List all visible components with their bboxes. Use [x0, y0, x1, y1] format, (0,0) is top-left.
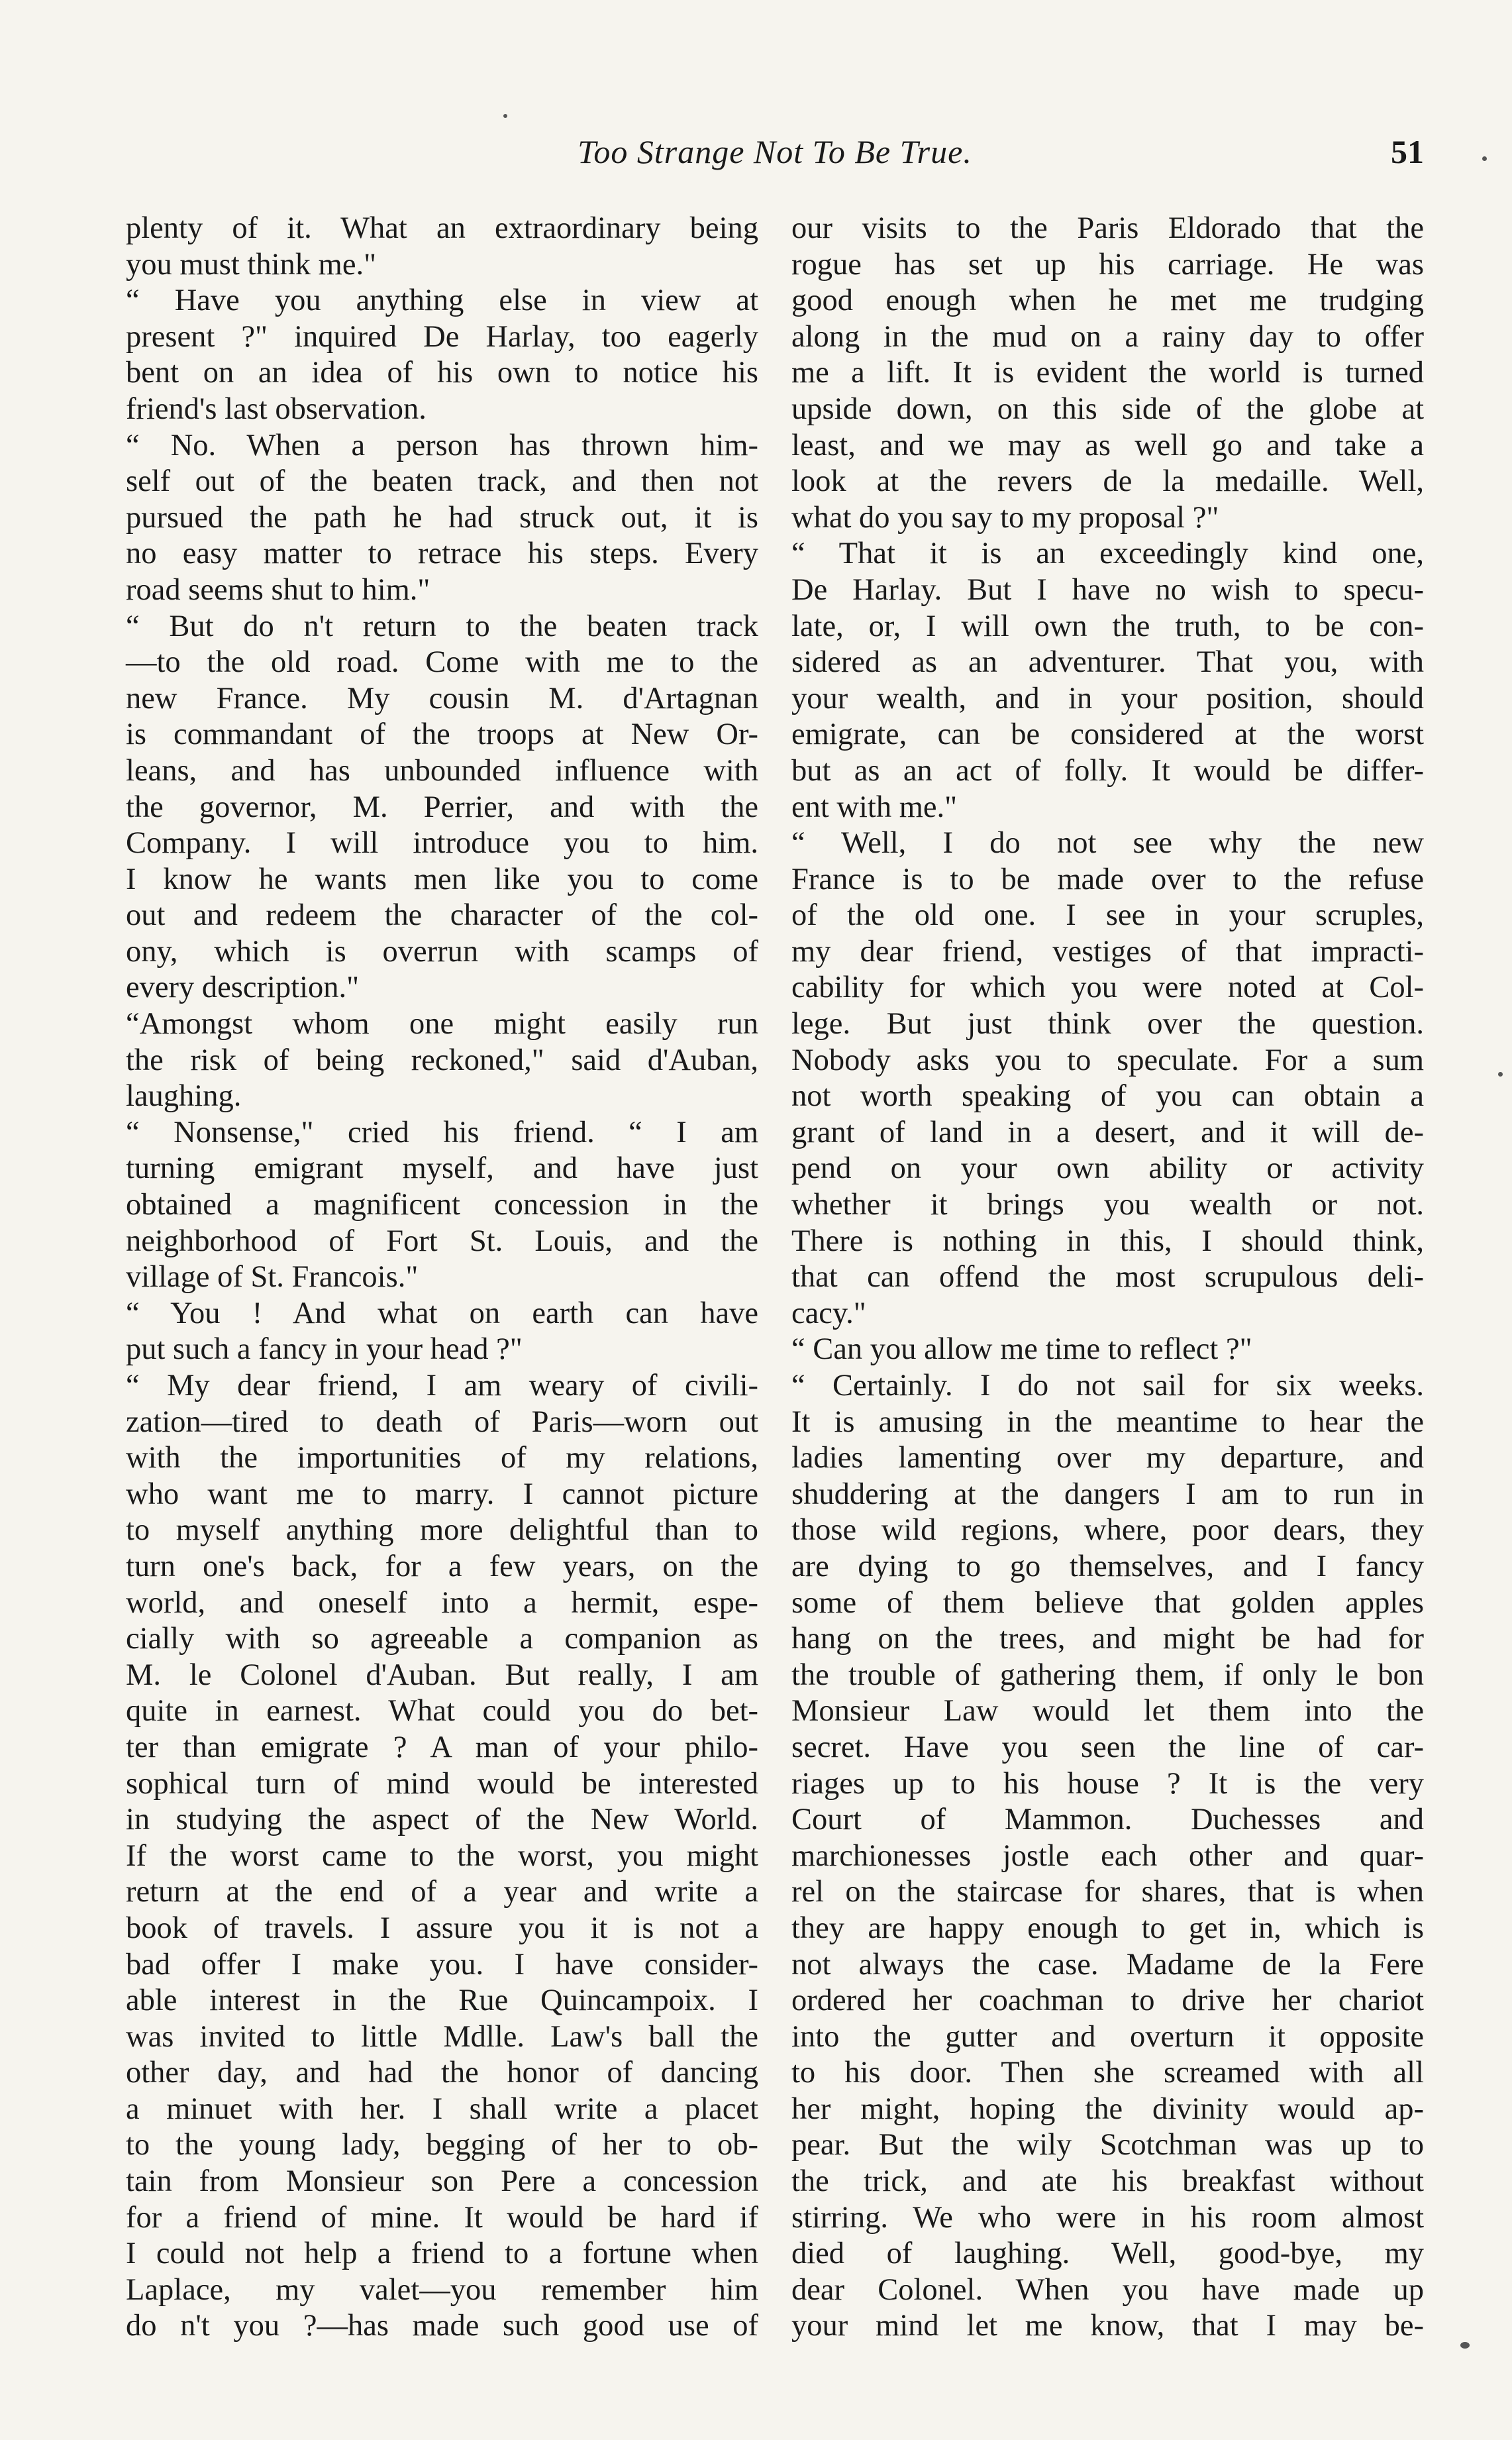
text-line: in studying the aspect of the New World. — [126, 1803, 758, 1837]
print-speck — [503, 114, 507, 118]
text-line: “ Have you anything else in view at — [126, 284, 758, 318]
text-line: late, or, I will own the truth, to be con- — [791, 609, 1424, 643]
text-line: “ But do n't return to the beaten track — [126, 609, 758, 643]
text-line: ony, which is overrun with scamps of — [126, 934, 758, 969]
text-line: bad offer I make you. I have consider- — [126, 1947, 758, 1982]
text-line: “ Well, I do not see why the new — [791, 826, 1424, 861]
text-line: cially with so agreeable a companion as — [126, 1622, 758, 1656]
text-line: not worth speaking of you can obtain a — [791, 1079, 1424, 1114]
text-line: what do you say to my proposal ?" — [791, 500, 1219, 535]
text-line: I could not help a friend to a fortune when — [126, 2237, 758, 2271]
text-line: It is amusing in the meantime to hear the — [791, 1405, 1424, 1439]
text-line: book of travels. I assure you it is not a — [126, 1911, 758, 1945]
text-line: ent with me." — [791, 790, 958, 824]
text-line: marchionesses jostle each other and quar- — [791, 1838, 1424, 1873]
text-line: secret. Have you seen the line of car- — [791, 1730, 1424, 1764]
text-line: to myself anything more delightful than to — [126, 1513, 758, 1548]
text-line: “ No. When a person has thrown him- — [126, 428, 758, 462]
text-line: “ Certainly. I do not sail for six weeks. — [791, 1369, 1424, 1403]
text-line: —to the old road. Come with me to the — [126, 645, 758, 680]
text-line: the trick, and ate his breakfast without — [791, 2164, 1424, 2199]
text-line: ordered her coachman to drive her chariot — [791, 1984, 1424, 2018]
text-line: friend's last observation. — [126, 392, 427, 426]
text-line: is commandant of the troops at New Or- — [126, 717, 758, 752]
text-line: stirring. We who were in his room almost — [791, 2200, 1424, 2235]
text-line: the governor, M. Perrier, and with the — [126, 790, 758, 824]
text-line: zation—tired to death of Paris—worn out — [126, 1405, 758, 1439]
text-line: Monsieur Law would let them into the — [791, 1694, 1424, 1728]
text-line: along in the mud on a rainy day to offer — [791, 319, 1424, 354]
text-line: I know he wants men like you to come — [126, 862, 758, 896]
text-line: your mind let me know, that I may be- — [791, 2309, 1424, 2343]
text-line: sidered as an adventurer. That you, with — [791, 645, 1424, 680]
text-line: died of laughing. Well, good-bye, my — [791, 2237, 1424, 2271]
text-line: quite in earnest. What could you do bet- — [126, 1694, 758, 1728]
text-line: was invited to little Mdlle. Law's ball the — [126, 2019, 758, 2054]
text-line: new France. My cousin M. d'Artagnan — [126, 681, 758, 716]
text-line: they are happy enough to get in, which is — [791, 1911, 1424, 1945]
text-line: “ That it is an exceedingly kind one, — [791, 537, 1424, 571]
page-number: 51 — [1391, 133, 1424, 170]
text-line: plenty of it. What an extraordinary being — [126, 211, 758, 245]
text-line: you must think me." — [126, 247, 377, 282]
text-line: no easy matter to retrace his steps. Every — [126, 537, 758, 571]
text-line: laughing. — [126, 1079, 242, 1114]
text-line: not always the case. Madame de la Fere — [791, 1947, 1424, 1982]
text-line: “ My dear friend, I am weary of civili- — [126, 1369, 758, 1403]
text-line: ter than emigrate ? A man of your philo- — [126, 1730, 758, 1764]
text-line: the trouble of gathering them, if only le bon — [791, 1658, 1424, 1692]
text-line: “Amongst whom one might easily run — [126, 1007, 758, 1041]
text-line: some of them believe that golden apples — [791, 1585, 1424, 1620]
text-line: riages up to his house ? It is the very — [791, 1766, 1424, 1801]
text-line: rogue has set up his carriage. He was — [791, 247, 1424, 282]
text-line: M. le Colonel d'Auban. But really, I am — [126, 1658, 758, 1692]
text-line: Court of Mammon. Duchesses and — [791, 1803, 1424, 1837]
text-line: put such a fancy in your head ?" — [126, 1332, 523, 1367]
text-line: hang on the trees, and might be had for — [791, 1622, 1424, 1656]
text-line: tain from Monsieur son Pere a concession — [126, 2164, 758, 2199]
text-line: into the gutter and overturn it opposite — [791, 2019, 1424, 2054]
text-line: present ?" inquired De Harlay, too eagerly — [126, 319, 758, 354]
text-line: lege. But just think over the question. — [791, 1007, 1424, 1041]
text-line: “ Nonsense," cried his friend. “ I am — [126, 1115, 758, 1149]
text-line: ladies lamenting over my departure, and — [791, 1441, 1424, 1475]
text-line: to the young lady, begging of her to ob- — [126, 2128, 758, 2162]
text-line: good enough when he met me trudging — [791, 284, 1424, 318]
text-line: other day, and had the honor of dancing — [126, 2056, 758, 2090]
text-line: sophical turn of mind would be interested — [126, 1766, 758, 1801]
text-line: village of St. Francois." — [126, 1260, 419, 1295]
text-line: obtained a magnificent concession in the — [126, 1188, 758, 1222]
text-line: emigrate, can be considered at the worst — [791, 717, 1424, 752]
text-line: neighborhood of Fort St. Louis, and the — [126, 1224, 758, 1258]
text-line: her might, hoping the divinity would ap- — [791, 2092, 1424, 2126]
text-line: turning emigrant myself, and have just — [126, 1151, 758, 1186]
text-line: Company. I will introduce you to him. — [126, 826, 758, 861]
print-speck — [1460, 2342, 1470, 2349]
text-line: return at the end of a year and write a — [126, 1875, 758, 1909]
text-line: to his door. Then she screamed with all — [791, 2056, 1424, 2090]
text-line: If the worst came to the worst, you might — [126, 1838, 758, 1873]
text-line: least, and we may as well go and take a — [791, 428, 1424, 462]
text-line: with the importunities of my relations, — [126, 1441, 758, 1475]
text-line: De Harlay. But I have no wish to specu- — [791, 572, 1424, 607]
text-line: pear. But the wily Scotchman was up to — [791, 2128, 1424, 2162]
text-line: every description." — [126, 971, 360, 1005]
text-line: rel on the staircase for shares, that is when — [791, 1875, 1424, 1909]
text-line: leans, and has unbounded influence with — [126, 753, 758, 788]
text-line: look at the revers de la medaille. Well, — [791, 464, 1424, 499]
text-line: me a lift. It is evident the world is turned — [791, 356, 1424, 390]
text-line: whether it brings you wealth or not. — [791, 1188, 1424, 1222]
text-line: my dear friend, vestiges of that impracti- — [791, 934, 1424, 969]
text-line: world, and oneself into a hermit, espe- — [126, 1585, 758, 1620]
text-line: self out of the beaten track, and then not — [126, 464, 758, 499]
text-line: “ You ! And what on earth can have — [126, 1296, 758, 1330]
text-line: do n't you ?—has made such good use of — [126, 2309, 758, 2343]
text-line: our visits to the Paris Eldorado that the — [791, 211, 1424, 245]
text-line: cability for which you were noted at Col- — [791, 971, 1424, 1005]
running-title: Too Strange Not To Be True. — [578, 133, 972, 170]
text-line: Laplace, my valet—you remember him — [126, 2272, 758, 2307]
print-speck — [1498, 1072, 1503, 1077]
text-line: able interest in the Rue Quincampoix. I — [126, 1984, 758, 2018]
text-line: dear Colonel. When you have made up — [791, 2272, 1424, 2307]
left-text-column — [126, 211, 758, 2345]
text-line: pursued the path he had struck out, it is — [126, 500, 758, 535]
text-line: of the old one. I see in your scruples, — [791, 898, 1424, 933]
text-line: a minuet with her. I shall write a placet — [126, 2092, 758, 2126]
text-line: your wealth, and in your position, should — [791, 681, 1424, 716]
text-line: pend on your own ability or activity — [791, 1151, 1424, 1186]
text-line: “ Can you allow me time to reflect ?" — [791, 1332, 1252, 1367]
text-line: Nobody asks you to speculate. For a sum — [791, 1043, 1424, 1077]
page-header — [126, 133, 1424, 179]
text-line: cacy." — [791, 1296, 866, 1330]
text-line: turn one's back, for a few years, on the — [126, 1549, 758, 1583]
text-line: are dying to go themselves, and I fancy — [791, 1549, 1424, 1583]
text-line: upside down, on this side of the globe at — [791, 392, 1424, 426]
text-line: out and redeem the character of the col- — [126, 898, 758, 933]
text-line: the risk of being reckoned," said d'Auban, — [126, 1043, 758, 1077]
text-line: shuddering at the dangers I am to run in — [791, 1477, 1424, 1511]
text-line: those wild regions, where, poor dears, they — [791, 1513, 1424, 1548]
right-text-column — [791, 211, 1424, 2345]
text-line: for a friend of mine. It would be hard if — [126, 2200, 758, 2235]
text-line: grant of land in a desert, and it will de- — [791, 1115, 1424, 1149]
text-line: that can offend the most scrupulous deli- — [791, 1260, 1424, 1295]
text-line: bent on an idea of his own to notice his — [126, 356, 758, 390]
text-line: but as an act of folly. It would be differ- — [791, 753, 1424, 788]
text-line: France is to be made over to the refuse — [791, 862, 1424, 896]
text-line: road seems shut to him." — [126, 572, 430, 607]
print-speck — [1482, 156, 1487, 161]
text-line: who want me to marry. I cannot picture — [126, 1477, 758, 1511]
text-line: There is nothing in this, I should think, — [791, 1224, 1424, 1258]
